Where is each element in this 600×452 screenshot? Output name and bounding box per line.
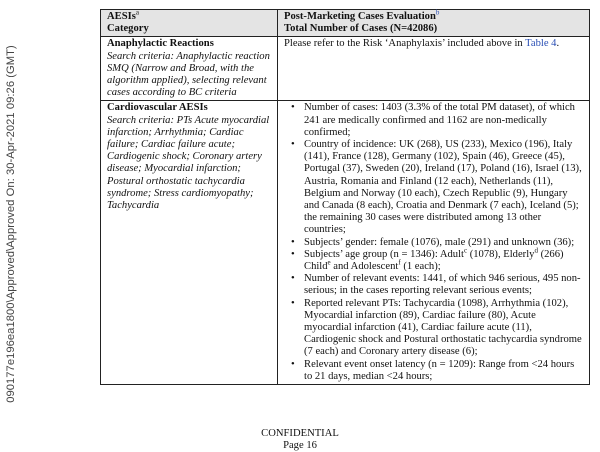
age-text: and Adolescent <box>330 261 399 273</box>
bullet-reported-pts: • Reported relevant PTs: Tachycardia (1098), Arrhythmia (102), Myocardial infarction (89), Cardiac failure (80), Acute myocardial infarction (41), Cardiac failure acute (11), Cardiogenic shock and Postural orthostatic tachycardia syndrome (7 each) and Coronary artery disease (6); <box>304 298 585 359</box>
aesi-table <box>100 9 590 385</box>
evaluation-cell <box>278 101 590 385</box>
header-category-label: Category <box>107 23 149 35</box>
evaluation-text-end: . <box>556 38 560 50</box>
header-evaluation-label: Post-Marketing Cases Evaluation <box>284 11 436 22</box>
bullet-number-of-cases: • Number of cases: 1403 (3.3% of the total PM dataset), of which 241 are medically confirmed and 1162 are non-medically confirmed; <box>304 102 585 139</box>
category-cell <box>101 101 278 385</box>
header-evaluation-cell <box>278 10 590 37</box>
bullet-subjects-age-group <box>304 246 585 273</box>
header-total-cases-label: Total Number of Cases (N=42086) <box>284 23 438 35</box>
approval-stamp-text: 090177e196ea1800\Approved\Approved On: 30-Apr-2021 09:26 (GMT) <box>5 45 17 403</box>
search-criteria: Search criteria: Anaphylactic reaction SMQ (Narrow and Broad, with the algorithm applied), selecting relevant cases according to BC criteria <box>107 50 270 99</box>
category-title: Cardiovascular AESIs <box>107 102 208 114</box>
evaluation-cell <box>278 37 590 101</box>
age-text: (266) Child <box>304 248 564 273</box>
footnote-marker: e <box>327 258 331 267</box>
page-number: Page 16 <box>283 440 317 451</box>
table-header-row <box>101 10 590 37</box>
evaluation-bullet-list <box>284 102 585 383</box>
footnote-marker: f <box>398 258 401 267</box>
header-evaluation-footnote: b <box>435 8 440 17</box>
footnote-marker: c <box>463 246 468 255</box>
bullet-relevant-events: • Number of relevant events: 1441, of which 946 serious, 495 non-serious; in the cases reporting relevant serious events; <box>304 273 585 297</box>
header-aesis-footnote: a <box>135 8 139 17</box>
header-category-cell <box>101 10 278 37</box>
table-4-link[interactable]: Table 4 <box>525 38 557 50</box>
table-row-anaphylactic <box>101 37 590 101</box>
approval-stamp <box>1 0 21 449</box>
bullet-country-of-incidence: • Country of incidence: UK (268), US (233), Mexico (196), Italy (141), France (128), Germany (102), Spain (46), Greece (45), Portugal (37), Sweden (20), Ireland (17), Poland (16), Israel (13), Austria, Romania and Finland (12 each), Netherlands (11), Belgium and Norway (10 each), Czech Republic (9), Hungary and Canada (8 each), Croatia and Denmark (7 each), Iceland (5); the remaining 30 cases were distributed among 13 other countries; <box>304 139 585 237</box>
category-cell <box>101 37 278 101</box>
bullet-subjects-gender: • Subjects’ gender: female (1076), male (291) and unknown (36); <box>304 237 585 249</box>
category-title: Anaphylactic Reactions <box>107 38 214 50</box>
age-text: (1078), Elderly <box>467 248 535 260</box>
search-criteria: Search criteria: PTs Acute myocardial infarction; Arrhythmia; Cardiac failure; Cardiac failure acute; Cardiogenic shock; Coronary artery disease; Myocardial infarction; Postural orthostatic tachycardia syndrome; Stress cardiomyopathy; Tachycardia <box>107 114 270 212</box>
table-row-cardiovascular <box>101 101 590 385</box>
bullet-onset-latency: • Relevant event onset latency (n = 1209): Range from <24 hours to 21 days, median <24 hours; <box>304 359 585 383</box>
confidential-label: CONFIDENTIAL <box>261 428 339 439</box>
header-aesis-label: AESIs <box>107 11 136 22</box>
footnote-marker: d <box>534 246 538 255</box>
evaluation-text: Please refer to the Risk ‘Anaphylaxis’ included above in <box>284 38 526 50</box>
age-text: Subjects’ age group (n = 1346): Adult <box>304 248 464 260</box>
age-text: (1 each); <box>400 261 441 273</box>
